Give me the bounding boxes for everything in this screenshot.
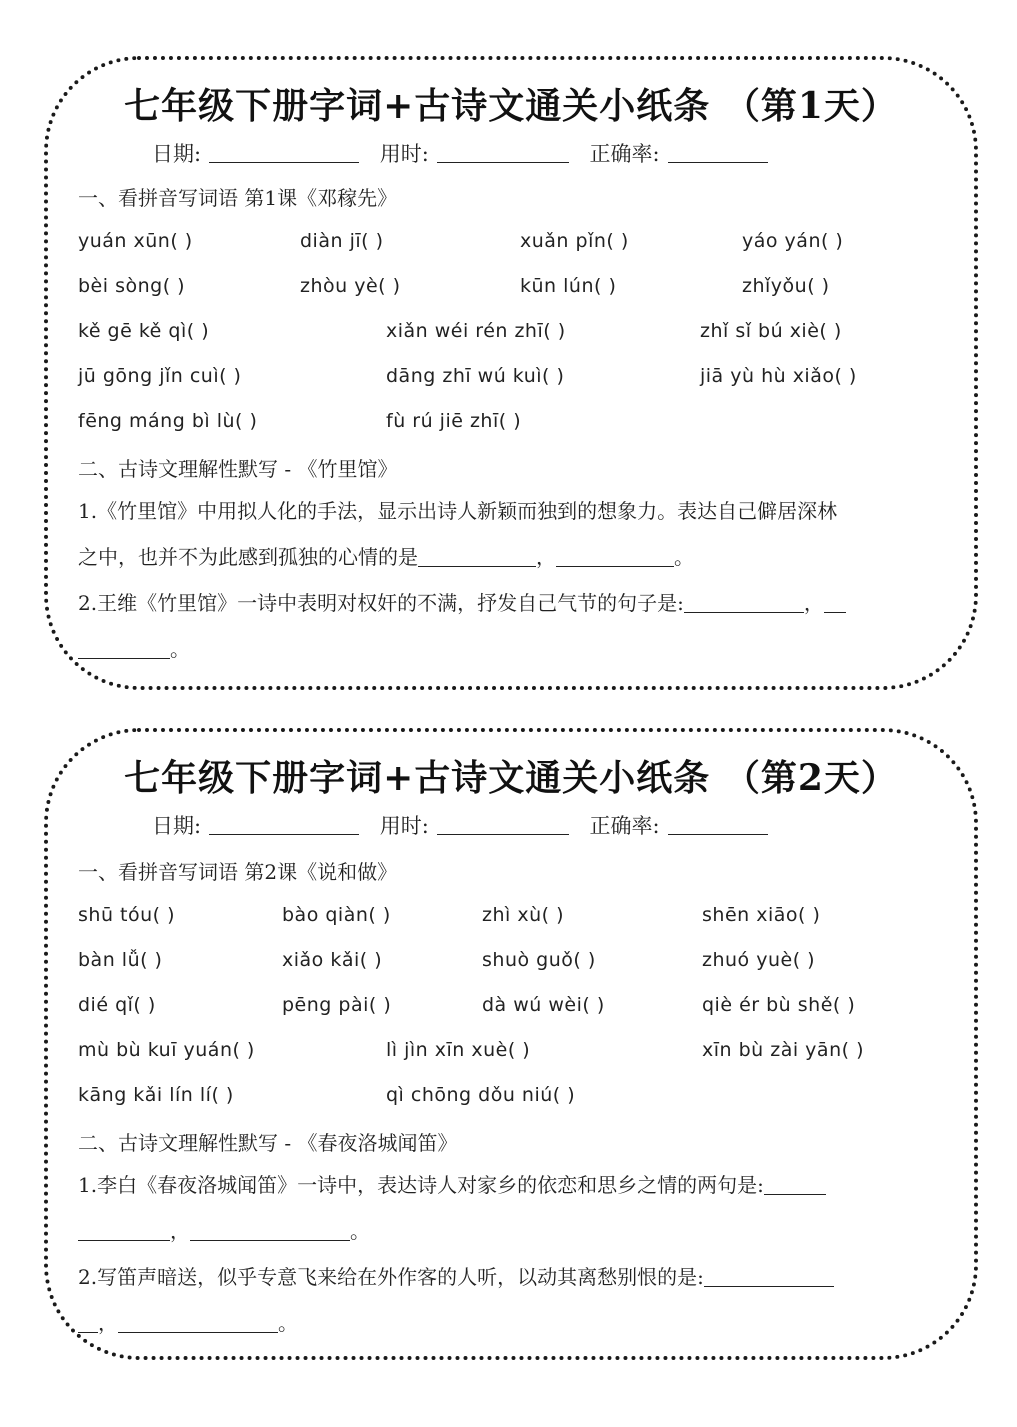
day1-section1-heading: 一、看拼音写词语 第1课《邓稼先》 bbox=[78, 186, 398, 210]
pinyin-item[interactable]: kě gē kě qì( ) bbox=[78, 320, 210, 342]
q2-line2 bbox=[78, 1300, 944, 1346]
pinyin-item[interactable]: bào qiàn( ) bbox=[282, 904, 391, 926]
day2-title: 七年级下册字词+古诗文通关小纸条 （第2天） bbox=[124, 757, 898, 799]
q2-period: 。 bbox=[278, 1311, 298, 1335]
day1-question1 bbox=[78, 488, 944, 580]
time-blank[interactable] bbox=[437, 814, 569, 835]
day1-section2-heading: 二、古诗文理解性默写 - 《竹里馆》 bbox=[78, 457, 398, 481]
day1-card bbox=[44, 56, 978, 690]
pinyin-item[interactable]: zhǐyǒu( ) bbox=[742, 275, 830, 297]
pinyin-item[interactable]: shuò guǒ( ) bbox=[482, 949, 596, 971]
pinyin-item[interactable]: shēn xiāo( ) bbox=[702, 904, 821, 926]
answer-blank[interactable] bbox=[78, 636, 170, 659]
time-label: 用时: bbox=[379, 142, 429, 166]
date-label: 日期: bbox=[152, 814, 202, 838]
pinyin-item[interactable]: zhòu yè( ) bbox=[300, 275, 401, 297]
answer-blank[interactable] bbox=[190, 1218, 350, 1241]
pinyin-item[interactable]: xiǎn wéi rén zhī( ) bbox=[386, 320, 566, 342]
day1-title: 七年级下册字词+古诗文通关小纸条 （第1天） bbox=[124, 85, 898, 127]
answer-blank[interactable] bbox=[556, 544, 674, 567]
date-blank[interactable] bbox=[209, 142, 359, 163]
answer-blank[interactable] bbox=[78, 1218, 170, 1241]
pinyin-item[interactable]: mù bù kuī yuán( ) bbox=[78, 1039, 255, 1061]
pinyin-item[interactable]: diàn jī( ) bbox=[300, 230, 384, 252]
q2-comma: ， bbox=[98, 1311, 118, 1335]
pinyin-item[interactable]: fēng máng bì lù( ) bbox=[78, 410, 258, 432]
pinyin-item[interactable]: bèi sòng( ) bbox=[78, 275, 186, 297]
pinyin-item[interactable]: dà wú wèi( ) bbox=[482, 994, 605, 1016]
pinyin-item[interactable]: dié qǐ( ) bbox=[78, 994, 156, 1016]
answer-blank[interactable] bbox=[418, 544, 536, 567]
time-blank[interactable] bbox=[437, 142, 569, 163]
q2-period: 。 bbox=[170, 637, 190, 661]
pinyin-item[interactable]: xuǎn pǐn( ) bbox=[520, 230, 629, 252]
answer-blank[interactable] bbox=[824, 590, 846, 613]
pinyin-item[interactable]: shū tóu( ) bbox=[78, 904, 176, 926]
q1-line1: 1.《竹里馆》中用拟人化的手法，显示出诗人新颖而独到的想象力。表达自己僻居深林 bbox=[78, 499, 838, 523]
pinyin-item[interactable]: kāng kǎi lín lí( ) bbox=[78, 1084, 234, 1106]
time-label: 用时: bbox=[379, 814, 429, 838]
pinyin-item[interactable]: zhuó yuè( ) bbox=[702, 949, 816, 971]
q1-period: 。 bbox=[674, 545, 694, 569]
q2-line2 bbox=[78, 626, 944, 672]
pinyin-item[interactable]: qiè ér bù shě( ) bbox=[702, 994, 856, 1016]
answer-blank[interactable] bbox=[78, 1310, 98, 1333]
q1-line1 bbox=[78, 1162, 944, 1208]
q2-line1 bbox=[78, 1254, 944, 1300]
accuracy-blank[interactable] bbox=[668, 814, 768, 835]
pinyin-item[interactable]: bàn lǚ( ) bbox=[78, 949, 163, 971]
q1-line2 bbox=[78, 1208, 944, 1254]
pinyin-item[interactable]: lì jìn xīn xuè( ) bbox=[386, 1039, 531, 1061]
day1-question2 bbox=[78, 580, 944, 672]
pinyin-item[interactable]: qì chōng dǒu niú( ) bbox=[386, 1084, 576, 1106]
pinyin-item[interactable]: dāng zhī wú kuì( ) bbox=[386, 365, 565, 387]
pinyin-item[interactable]: pēng pài( ) bbox=[282, 994, 392, 1016]
pinyin-item[interactable]: yuán xūn( ) bbox=[78, 230, 193, 252]
pinyin-item[interactable]: jū gōng jǐn cuì( ) bbox=[78, 365, 242, 387]
accuracy-label: 正确率: bbox=[589, 814, 660, 838]
answer-blank[interactable] bbox=[704, 1264, 834, 1287]
day2-section1-heading: 一、看拼音写词语 第2课《说和做》 bbox=[78, 860, 398, 884]
day2-section2-heading: 二、古诗文理解性默写 - 《春夜洛城闻笛》 bbox=[78, 1131, 458, 1155]
q1-comma: ， bbox=[170, 1219, 190, 1243]
q1-text: 之中，也并不为此感到孤独的心情的是 bbox=[78, 545, 418, 569]
day2-meta-row bbox=[152, 810, 782, 840]
q1-comma: ， bbox=[536, 545, 556, 569]
q1-period: 。 bbox=[350, 1219, 370, 1243]
q1-text: 1.李白《春夜洛城闻笛》一诗中，表达诗人对家乡的依恋和思乡之情的两句是: bbox=[78, 1173, 764, 1197]
q2-text: 2.写笛声暗送，似乎专意飞来给在外作客的人听，以动其离愁别恨的是: bbox=[78, 1265, 704, 1289]
q2-text: 2.王维《竹里馆》一诗中表明对权奸的不满，抒发自己气节的句子是: bbox=[78, 591, 684, 615]
pinyin-item[interactable]: zhǐ sǐ bú xiè( ) bbox=[700, 320, 842, 342]
q2-line1 bbox=[78, 580, 944, 626]
answer-blank[interactable] bbox=[684, 590, 804, 613]
accuracy-blank[interactable] bbox=[668, 142, 768, 163]
day2-question2 bbox=[78, 1254, 944, 1346]
date-label: 日期: bbox=[152, 142, 202, 166]
day2-question1 bbox=[78, 1162, 944, 1254]
pinyin-item[interactable]: zhì xù( ) bbox=[482, 904, 564, 926]
pinyin-item[interactable]: xiǎo kǎi( ) bbox=[282, 949, 383, 971]
pinyin-item[interactable]: xīn bù zài yān( ) bbox=[702, 1039, 864, 1061]
accuracy-label: 正确率: bbox=[589, 142, 660, 166]
answer-blank[interactable] bbox=[764, 1172, 826, 1195]
date-blank[interactable] bbox=[209, 814, 359, 835]
q2-comma: ， bbox=[803, 591, 824, 615]
answer-blank[interactable] bbox=[118, 1310, 278, 1333]
pinyin-item[interactable]: kūn lún( ) bbox=[520, 275, 617, 297]
q1-line2 bbox=[78, 534, 944, 580]
day2-card bbox=[44, 728, 978, 1360]
day1-meta-row bbox=[152, 138, 782, 168]
pinyin-item[interactable]: yáo yán( ) bbox=[742, 230, 844, 252]
pinyin-item[interactable]: jiā yù hù xiǎo( ) bbox=[700, 365, 857, 387]
pinyin-item[interactable]: fù rú jiē zhī( ) bbox=[386, 410, 522, 432]
